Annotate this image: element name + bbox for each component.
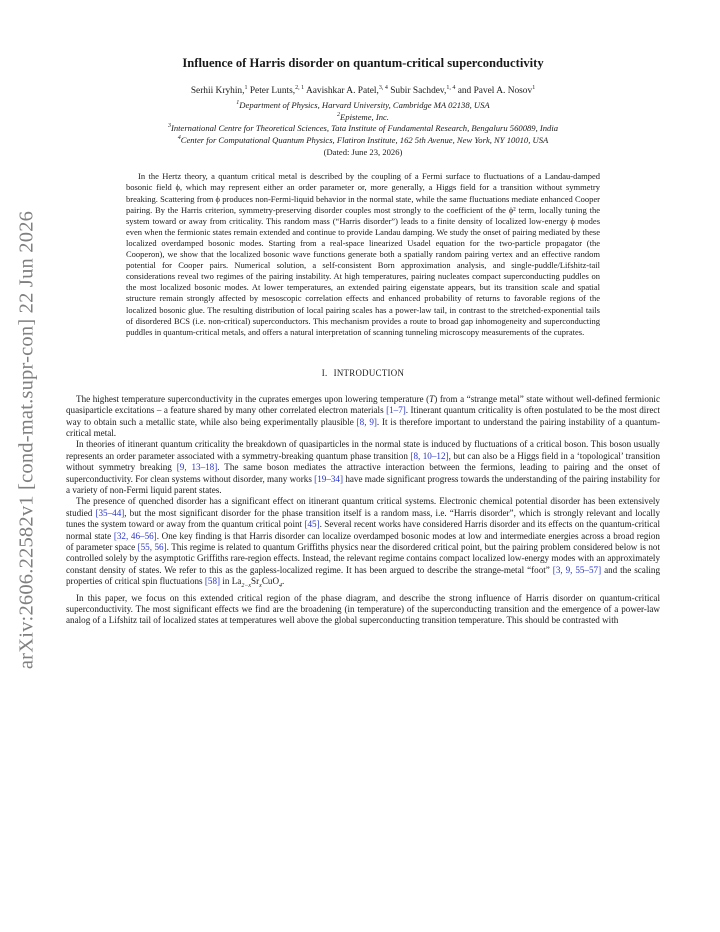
- subscript: 4: [279, 583, 283, 590]
- citation-link[interactable]: [55, 56]: [137, 542, 167, 553]
- dated-line: (Dated: June 23, 2026): [323, 147, 403, 158]
- author-affiliation-mark: 2, 1: [295, 84, 305, 91]
- text-run: and the scaling properties of critical spin fluctuations: [66, 564, 660, 587]
- text-run: , but can also be a Higgs field in a ‘topological’ transition without symmetry breaking: [66, 450, 661, 473]
- text-run: . This regime is related to quantum Griffiths physics near the disordered critical point, but the pairing problem considered below is not controlled solely by the asymptotic Griffiths rare-region effects. Instead, the relevant regime contains compact localized low-energy modes with an approximately constant density of states. We refer to this as the gapless-localized regime. It has been argued to describe the strange-metal “foot”: [66, 542, 661, 575]
- citation-link[interactable]: [3, 9, 55–57]: [552, 564, 602, 575]
- section-number: I.: [321, 367, 328, 378]
- affiliation: [66, 135, 660, 147]
- text-run: The presence of quenched disorder has a significant effect on itinerant quantum critical systems. Electronic chemical potential disorder has been extensively studied: [66, 496, 660, 518]
- subscript: x: [259, 583, 262, 590]
- affiliation-text: International Centre for Theoretical Sciences, Tata Institute of Fundamental Research, Bengaluru 560089, India: [170, 123, 559, 134]
- text-run: , but the most significant disorder for the phase transition itself is a random mass, i.e. “Harris disorder”, which is strongly relevant and locally tunes the system toward or away from the quantum critical point: [66, 507, 660, 530]
- text-run: in La: [220, 576, 242, 587]
- author-affiliation-mark: 1: [532, 84, 536, 91]
- section-title: INTRODUCTION: [333, 367, 405, 378]
- citation-link[interactable]: [1–7]: [386, 405, 406, 416]
- subscript: 2−x: [241, 583, 252, 590]
- paper-title: Influence of Harris disorder on quantum-critical superconductivity: [182, 56, 544, 70]
- text-run: . Itinerant quantum criticality is often postulated to be the most direct way to obtain such a metallic state, while also being experimentally plausible: [66, 405, 660, 427]
- author-affiliation-mark: 1: [244, 84, 248, 91]
- citation-link[interactable]: [32, 46–56]: [113, 530, 157, 541]
- citation-link[interactable]: [45]: [304, 519, 320, 530]
- affiliation-text: Episteme, Inc.: [340, 111, 389, 122]
- text-run: Sr: [251, 576, 260, 587]
- body-paragraph: [66, 496, 660, 592]
- affiliation-mark: 2: [337, 111, 341, 118]
- author-name: Peter Lunts,: [247, 86, 296, 96]
- abstract: In the Hertz theory, a quantum critical metal is described by the coupling of a Fermi surface to fluctuations of a Landau-damped bosonic field ϕ, which may represent either an order parameter or, more generally, a Higgs field for a transition without symmetry breaking. Scattering from ϕ produces non-Fermi-liquid behavior in the normal state, while the same fluctuations mediate enhanced Cooper pairing. By the Harris criterion, symmetry-preserving disorder couples most strongly to the coefficient of the ϕ² term, locally tuning the system toward or away from criticality. This random mass (“Harris disorder”) leads to a finite density of localized low-energy ϕ modes even when the fermionic states remain extended and continue to provide Landau damping. We study the onset of pairing mediated by these localized overdamped bosonic modes. Starting from a real-space linearized Usadel equation for the two-particle propagator (the Cooperon), we show that the localized bosonic wave functions generate both a spatially random pairing vertex and an effective random potential for Cooper pairs. Numerical solution, a self-consistent Born approximation analysis, and single-puddle/Lifshitz-tail considerations reveal two regimes of the pairing instability. At high temperatures, pairing nucleates compact superconducting puddles on the most localized bosonic modes. At lower temperatures, an extended pairing eigenstate appears, but its transition scale and spatial structure remain strongly affected by mesoscopic correlation effects and enhanced probability of returns to favorable regions of the localized bosonic glue. The resulting distribution of local pairing scales has a power-law tail, in contrast to the stretched-exponential tails of disordered BCS (i.e. non-critical) superconductors. This mechanism provides a route to broad gap inhomogeneity and superconducting puddles in quantum-critical metals, and offers a natural interpretation of scanning tunneling microscopy measurements of the cuprates.: [126, 171, 600, 337]
- citation-link[interactable]: [8, 10–12]: [410, 450, 449, 461]
- section-heading: [66, 368, 660, 378]
- author-name: Subir Sachdev,: [387, 86, 447, 96]
- author-affiliation-mark: 1, 4: [446, 84, 456, 91]
- arxiv-sidebar: [0, 200, 54, 680]
- body-paragraph: [66, 394, 660, 440]
- text-run: have made significant progress towards the understanding of the pairing instability for a variety of non-Fermi liquid parent states.: [66, 473, 660, 496]
- citation-link[interactable]: [58]: [204, 576, 221, 587]
- author-name: Serhii Kryhin,: [190, 86, 245, 96]
- citation-link[interactable]: [35–44]: [95, 507, 125, 518]
- affiliation: [66, 123, 660, 135]
- affiliation-text: Center for Computational Quantum Physics, Flatiron Institute, 162 5th Avenue, New York, NY 10010, USA: [180, 134, 549, 145]
- affiliation-mark: 3: [167, 123, 171, 130]
- text-run: CuO: [261, 576, 280, 587]
- text-run: .: [282, 576, 285, 587]
- affiliation: [66, 112, 660, 124]
- citation-link[interactable]: [8, 9]: [356, 416, 377, 427]
- body-text: [66, 394, 660, 627]
- affiliation-mark: 1: [236, 100, 240, 107]
- text-run: . It is therefore important to understand the pairing instability of a quantum-critical metal.: [66, 416, 660, 438]
- author-list: [66, 86, 660, 96]
- text-run: . One key finding is that Harris disorder can localize overdamped bosonic modes at low and intermediate energies across a broad region of parameter space: [66, 530, 660, 553]
- paper-page: [66, 56, 660, 627]
- arxiv-identifier: arXiv:2606.22582v1 [cond-mat.supr-con] 22 Jun 2026: [15, 210, 38, 670]
- math-symbol: T: [429, 393, 435, 404]
- text-run: The highest temperature superconductivity in the cuprates emerges upon lowering temperature (: [76, 393, 430, 404]
- affiliation-mark: 4: [177, 134, 181, 141]
- body-paragraph: [66, 593, 660, 627]
- text-run: ) from a “strange metal” state without well-defined fermionic quasiparticle excitations – a feature shared by many other correlated electron materials: [66, 393, 660, 416]
- text-run: . Several recent works have considered Harris disorder and its effects on the quantum-critical normal state: [66, 519, 660, 541]
- body-paragraph: [66, 439, 660, 496]
- author-name: Aavishkar A. Patel,: [304, 86, 379, 96]
- citation-link[interactable]: [9, 13–18]: [176, 462, 218, 473]
- affiliation: [66, 100, 660, 112]
- affiliation-text: Department of Physics, Harvard University, Cambridge MA 02138, USA: [239, 100, 490, 110]
- author-name: and Pavel A. Nosov: [455, 86, 533, 96]
- text-run: In this paper, we focus on this extended critical region of the phase diagram, and describe the strong influence of Harris disorder on quantum-critical superconductivity. The most significant effects we find are the broadening (in temperature) of the superconducting transition and the emergence of a power-law analog of a Lifshitz tail of localized states at temperatures well above the global superconducting transition temperature. This should be contrasted with: [66, 592, 660, 626]
- text-run: In theories of itinerant quantum criticality the breakdown of quasiparticles in the normal state is induced by fluctuations of a critical boson. This boson usually represents an order parameter associated with a symmetry-breaking quantum phase transition: [66, 439, 660, 461]
- affiliation-list: [66, 100, 660, 146]
- text-run: . The same boson mediates the attractive interaction between the fermions, leading to pairing and the onset of superconductivity. For clean systems without disorder, many works: [66, 462, 660, 484]
- citation-link[interactable]: [19–34]: [314, 473, 344, 484]
- author-affiliation-mark: 3, 4: [378, 84, 388, 91]
